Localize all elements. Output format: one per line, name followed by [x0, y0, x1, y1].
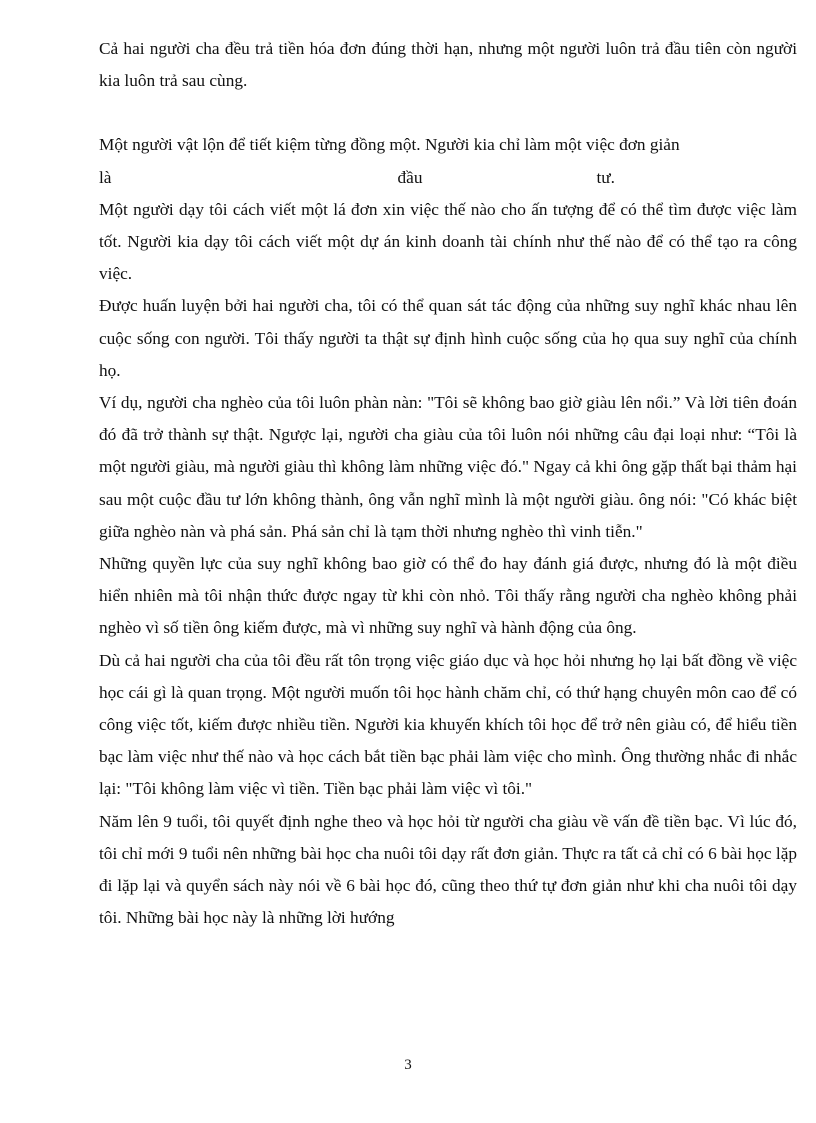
paragraph-4: Được huấn luyện bởi hai người cha, tôi có thể quan sát tác động của những suy nghĩ khác nhau lên cuộc sống con người. Tôi thấy người ta thật sự định hình cuộc sống của họ qua suy nghĩ của chính họ.	[99, 296, 797, 380]
split-word-3: tư.	[596, 167, 615, 187]
paragraph-1: Cả hai người cha đều trả tiền hóa đơn đúng thời hạn, nhưng một người luôn trả đầu tiên còn người kia luôn trả sau cùng.	[99, 39, 797, 91]
paragraph-6: Những quyền lực của suy nghĩ không bao giờ có thể đo hay đánh giá được, nhưng đó là một điều hiển nhiên mà tôi nhận thức được ngay từ khi còn nhỏ. Tôi thấy rằng người cha nghèo không phải nghèo vì số tiền ông kiếm được, mà vì những suy nghĩ và hành động của ông.	[99, 554, 797, 638]
paragraph-2: Một người vật lộn để tiết kiệm từng đồng một. Người kia chỉ làm một việc đơn giản	[99, 135, 680, 155]
split-word-1: là	[99, 167, 112, 187]
paragraph-5: Ví dụ, người cha nghèo của tôi luôn phàn nàn: "Tôi sẽ không bao giờ giàu lên nổi.” Và lời tiên đoán đó đã trở thành sự thật. Ngược lại, người cha giàu của tôi luôn nói những câu đại loại như: “Tôi là một người giàu, mà người giàu thì không làm những việc đó." Ngay cả khi ông gặp thất bại thảm hại sau một cuộc đầu tư lớn không thành, ông vẫn nghĩ mình là một người giàu. ông nói: "Có khác biệt giữa nghèo nàn và phá sản. Phá sản chỉ là tạm thời nhưng nghèo thì vinh tiễn."	[99, 393, 797, 541]
split-line	[99, 162, 797, 194]
split-word-2: đầu	[397, 167, 423, 187]
document-page	[99, 33, 797, 934]
paragraph-7: Dù cả hai người cha của tôi đều rất tôn trọng việc giáo dục và học hỏi nhưng họ lại bất đồng về việc học cái gì là quan trọng. Một người muốn tôi học hành chăm chỉ, có thứ hạng chuyên môn cao để có công việc tốt, kiếm được nhiều tiền. Người kia khuyến khích tôi học để trở nên giàu có, để hiểu tiền bạc làm việc như thế nào và học cách bắt tiền bạc phải làm việc cho mình. Ông thường nhắc đi nhắc lại: "Tôi không làm việc vì tiền. Tiền bạc phải làm việc vì tôi."	[99, 650, 797, 799]
page-number: 3	[404, 1057, 412, 1073]
paragraph-3: Một người dạy tôi cách viết một lá đơn xin việc thế nào cho ấn tượng để có thể tìm được việc làm tốt. Người kia dạy tôi cách viết một dự án kinh doanh tài chính như thế nào để có thể tạo ra công việc.	[99, 199, 797, 284]
paragraph-8: Năm lên 9 tuổi, tôi quyết định nghe theo và học hỏi từ người cha giàu về vấn đề tiền bạc. Vì lúc đó, tôi chỉ mới 9 tuổi nên những bài học cha nuôi tôi dạy rất đơn giản. Thực ra tất cả chỉ có 6 bài học lặp đi lặp lại và quyển sách này nói về 6 bài học đó, cũng theo thứ tự đơn giản như khi cha nuôi tôi dạy tôi. Những bài học này là những lời hướng	[99, 811, 797, 928]
